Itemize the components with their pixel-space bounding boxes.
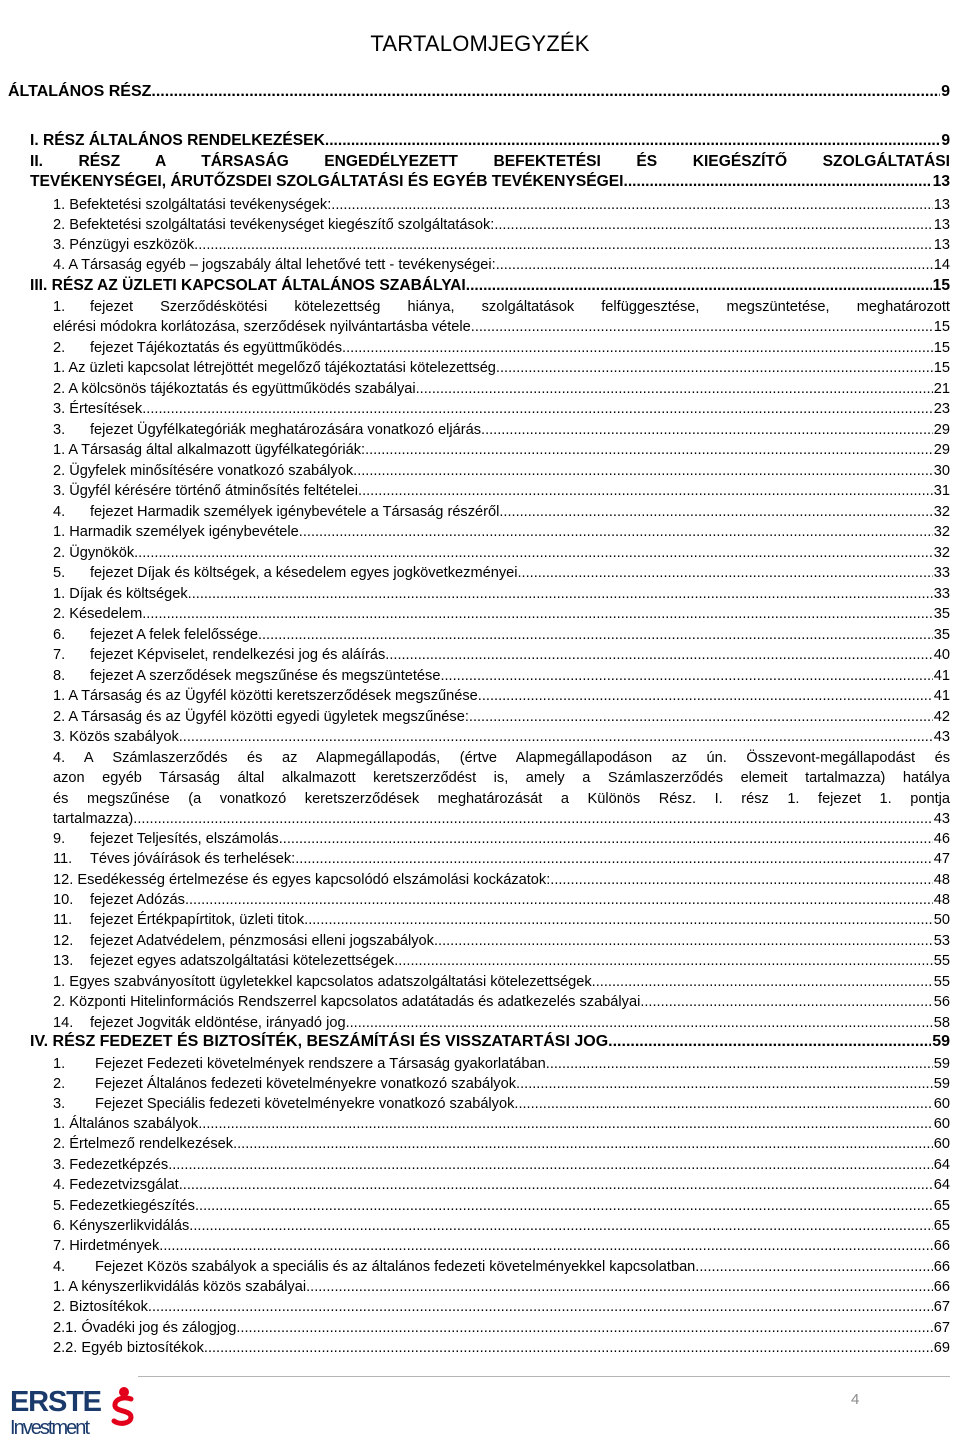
toc-entry[interactable] <box>53 584 950 604</box>
toc-page-number: 59 <box>933 1056 950 1072</box>
toc-entry[interactable] <box>53 931 950 951</box>
toc-leader-dots <box>434 931 933 951</box>
toc-entry-label: 2. Központi Hitelinformációs Rendszerrel kapcsolatos adatátadás és adatkezelés szabályai <box>53 994 641 1010</box>
toc-entry-label: 2. A kölcsönös tájékoztatás és együttműködés szabályai <box>53 381 416 397</box>
toc-entry-number: 12. <box>53 933 74 949</box>
toc-entry-label: 3. Ügyfél kérésére történő átminősítés feltételei <box>53 483 359 499</box>
toc-entry[interactable] <box>53 502 950 522</box>
page-number: 4 <box>851 1391 860 1408</box>
toc-entry[interactable] <box>53 1338 950 1358</box>
toc-page-number: 29 <box>933 442 950 458</box>
toc-entry-label: 2. Biztosítékok <box>53 1299 148 1315</box>
toc-entry[interactable] <box>53 1013 950 1033</box>
toc-entry[interactable] <box>53 1318 950 1338</box>
toc-entry-label: fejezet Képviselet, rendelkezési jog és aláírás <box>90 647 386 663</box>
toc-page-number: 15 <box>932 277 950 294</box>
toc-page-number: 64 <box>933 1177 950 1193</box>
toc-entry-number: 14. <box>53 1015 74 1031</box>
toc-page-number: 55 <box>933 953 950 969</box>
toc-page-number: 32 <box>933 504 950 520</box>
toc-leader-dots <box>471 317 933 337</box>
toc-leader-dots <box>233 1134 933 1154</box>
toc-entry[interactable] <box>53 420 950 440</box>
toc-page-number: 42 <box>933 709 950 725</box>
toc-entry[interactable] <box>53 379 950 399</box>
toc-page-number: 31 <box>933 483 950 499</box>
footer-divider <box>138 1376 950 1377</box>
toc-page-number: 48 <box>933 872 950 888</box>
toc-entry[interactable] <box>53 849 950 869</box>
toc-leader-dots <box>496 358 933 378</box>
toc-page-number: 60 <box>933 1116 950 1132</box>
toc-leader-dots <box>133 809 932 829</box>
toc-entry-label: fejezet Ügyfélkategóriák meghatározására vonatkozó eljárás <box>90 422 482 438</box>
toc-entry-label: 3. Pénzügyi eszközök <box>53 237 195 253</box>
toc-leader-dots <box>306 1277 933 1297</box>
page-title: TARTALOMJEGYZÉK <box>370 31 590 56</box>
toc-entry-label: 2.1. Óvadéki jog és zálogjog <box>53 1320 237 1336</box>
toc-leader-dots <box>299 522 933 542</box>
toc-leader-dots <box>365 440 933 460</box>
toc-page-number: 60 <box>933 1096 950 1112</box>
toc-leader-dots <box>394 951 933 971</box>
toc-entry-number: 9. <box>53 831 66 847</box>
toc-page-number: 23 <box>933 401 950 417</box>
toc-entry[interactable] <box>53 748 950 830</box>
toc-leader-dots <box>496 255 933 275</box>
toc-entry-label: fejezet Harmadik személyek igénybevétele a Társaság részéről <box>90 504 500 520</box>
toc-leader-dots <box>546 1054 933 1074</box>
logo-s-mark-icon <box>114 1387 131 1423</box>
toc-entry-number: 2. <box>53 340 66 356</box>
toc-leader-dots <box>195 1196 933 1216</box>
toc-page-number: 43 <box>933 729 950 745</box>
toc-entry-number: 1. <box>53 1056 66 1072</box>
toc-page-number: 56 <box>933 994 950 1010</box>
toc-leader-dots <box>469 707 933 727</box>
toc-entry[interactable] <box>53 1257 950 1277</box>
toc-page-number: 66 <box>933 1279 950 1295</box>
toc-page-number: 41 <box>933 688 950 704</box>
toc-entry-label: 3. Fedezetképzés <box>53 1157 169 1173</box>
toc-entry[interactable] <box>53 399 950 419</box>
toc-entry-label: Fejezet Speciális fedezeti követelményekre vonatkozó szabályok <box>95 1096 515 1112</box>
toc-entry[interactable] <box>30 1032 950 1052</box>
toc-page-number: 35 <box>933 627 950 643</box>
toc-page-number: 15 <box>933 360 950 376</box>
toc-leader-dots <box>236 1318 932 1338</box>
toc-page-number: 21 <box>933 381 950 397</box>
toc-leader-dots <box>608 1032 931 1052</box>
toc-page-number: 69 <box>933 1340 950 1356</box>
toc-entry-label: 4. A Társaság egyéb – jogszabály által lehetővé tett - tevékenységei: <box>53 257 496 273</box>
toc-entry[interactable] <box>53 1074 950 1094</box>
toc-page-number: 65 <box>933 1218 950 1234</box>
toc-entry-text: 4. A Számlaszerződés és az Alapmegállapodás, (értve Alapmegállapodáson az ún. Összevont-megállapodást és <box>53 750 950 766</box>
toc-leader-dots <box>142 604 933 624</box>
toc-entry-label: 2.2. Egyéb biztosítékok <box>53 1340 204 1356</box>
toc-page-number: 41 <box>933 668 950 684</box>
toc-leader-dots <box>358 481 933 501</box>
toc-leader-dots <box>518 563 933 583</box>
toc-entry-wrap-line <box>53 768 950 788</box>
toc-leader-dots <box>695 1257 932 1277</box>
toc-leader-dots <box>179 727 933 747</box>
toc-entry[interactable] <box>53 992 950 1012</box>
toc-page-number: 33 <box>933 565 950 581</box>
toc-entry[interactable] <box>53 1236 950 1256</box>
toc-entry-label: 7. Hirdetmények <box>53 1238 160 1254</box>
toc-entry-label: 5. Fedezetkiegészítés <box>53 1198 195 1214</box>
toc-page-number: 13 <box>933 237 950 253</box>
toc-page-number: 43 <box>933 811 950 828</box>
toc-entry-label: 1. Harmadik személyek igénybevétele <box>53 524 299 540</box>
toc-entry-number: 11. <box>53 851 73 867</box>
toc-page-number: 55 <box>933 974 950 990</box>
toc-entry-label: 1. Az üzleti kapcsolat létrejöttét megelőző tájékoztatási kötelezettség <box>53 360 496 376</box>
toc-leader-dots <box>640 992 932 1012</box>
toc-page-number: 13 <box>933 217 950 233</box>
toc-leader-dots <box>168 1155 933 1175</box>
toc-entry[interactable] <box>53 625 950 645</box>
toc-leader-dots <box>466 276 932 296</box>
toc-entry-label: 1. Általános szabályok <box>53 1116 199 1132</box>
toc-entry[interactable] <box>53 666 950 686</box>
toc-leader-dots <box>151 82 940 102</box>
toc-entry-text: fejezet Szerződéskötési kötelezettség hiánya, szolgáltatások felfüggesztése, megszüntetése, meghatározott <box>90 299 950 315</box>
toc-entry[interactable] <box>53 1155 950 1175</box>
toc-leader-dots <box>592 972 933 992</box>
toc-page-number: 64 <box>933 1157 950 1173</box>
toc-entry[interactable] <box>53 910 950 930</box>
toc-entry-label: fejezet Adatvédelem, pénzmosási elleni jogszabályok <box>90 933 434 949</box>
toc-page-number: 13 <box>932 173 950 190</box>
toc-entry-label: Fejezet Közös szabályok a speciális és az általános fedezeti követelményekkel kapcsolatban <box>95 1259 696 1275</box>
toc-entry-label: Téves jóváírások és terhelések: <box>90 851 296 867</box>
toc-entry-label: Fejezet Fedezeti követelmények rendszere a Társaság gyakorlatában <box>95 1056 546 1072</box>
toc-entry[interactable] <box>53 727 950 747</box>
toc-entry[interactable] <box>53 1277 950 1297</box>
toc-entry[interactable] <box>53 972 950 992</box>
toc-entry[interactable] <box>53 829 950 849</box>
toc-entry-label: elérési módokra korlátozása, szerződések nyilvántartásba vétele <box>53 319 471 336</box>
toc-page-number: 15 <box>933 340 950 356</box>
toc-page-number: 60 <box>933 1136 950 1152</box>
toc-page-number: 50 <box>933 912 950 928</box>
toc-leader-dots <box>416 379 933 399</box>
toc-leader-dots <box>624 172 932 192</box>
toc-leader-dots <box>550 870 933 890</box>
toc-entry[interactable] <box>53 890 950 910</box>
toc-page-number: 59 <box>932 1033 950 1050</box>
toc-entry[interactable] <box>53 1054 950 1074</box>
toc-leader-dots <box>514 1094 932 1114</box>
toc-page-number: 30 <box>933 463 950 479</box>
toc-leader-dots <box>159 1236 933 1256</box>
toc-page-number: 66 <box>933 1259 950 1275</box>
logo-text-erste: ERSTE <box>10 1386 102 1418</box>
toc-entry-wrap-line <box>30 152 950 172</box>
toc-entry[interactable] <box>53 1114 950 1134</box>
toc-entry[interactable] <box>30 152 950 192</box>
toc-entry-label: 1. Befektetési szolgáltatási tevékenységek: <box>53 197 332 213</box>
toc-entry[interactable] <box>53 707 950 727</box>
toc-leader-dots <box>279 829 933 849</box>
toc-leader-dots <box>385 645 932 665</box>
toc-entry-wrap-line <box>53 789 950 809</box>
toc-entry[interactable] <box>53 543 950 563</box>
toc-page-number: 66 <box>933 1238 950 1254</box>
toc-entry-label: tartalmazza) <box>53 811 134 828</box>
toc-entry[interactable] <box>53 1216 950 1236</box>
toc-leader-dots <box>188 584 933 604</box>
toc-entry-label: fejezet Adózás <box>90 892 185 908</box>
toc-page-number: 33 <box>933 586 950 602</box>
toc-entry[interactable] <box>53 604 950 624</box>
toc-entry-number: 11. <box>53 912 73 928</box>
toc-entry-label: 3. Közös szabályok <box>53 729 179 745</box>
toc-entry[interactable] <box>30 276 950 296</box>
toc-entry-text: és megszűnése (a vonatkozó keretszerződések meghatározását a Különös Rész. I. rész 1. fejezet 1. pontja <box>53 790 950 807</box>
toc-entry-label: 2. Késedelem <box>53 606 143 622</box>
toc-page-number: 9 <box>941 132 950 149</box>
toc-entry[interactable] <box>53 297 950 338</box>
toc-leader-dots <box>194 235 933 255</box>
toc-page-number: 67 <box>933 1299 950 1315</box>
toc-entry-number: 6. <box>53 627 66 643</box>
toc-entry-label: 6. Kényszerlikvidálás <box>53 1218 190 1234</box>
toc-leader-dots <box>185 890 933 910</box>
toc-entry[interactable] <box>53 686 950 706</box>
toc-entry-label: fejezet A felek felelőssége <box>90 627 258 643</box>
toc-page-number: 14 <box>933 257 950 273</box>
toc-leader-dots <box>494 215 932 235</box>
toc-leader-dots <box>148 1297 933 1317</box>
toc-entry[interactable] <box>53 522 950 542</box>
toc-entry-text: II. RÉSZ A TÁRSASÁG ENGEDÉLYEZETT BEFEKTETÉSI ÉS KIEGÉSZÍTŐ SZOLGÁLTATÁSI <box>30 153 950 170</box>
toc-page-number: 48 <box>933 892 950 908</box>
toc-page-number: 35 <box>933 606 950 622</box>
toc-entry-wrap-line <box>53 297 950 317</box>
toc-entry[interactable] <box>53 255 950 275</box>
toc-leader-dots <box>198 1114 933 1134</box>
toc-entry-label: 12. Esedékesség értelmezése és egyes kapcsolódó elszámolási kockázatok: <box>53 872 551 888</box>
toc-entry-number: 2. <box>53 1076 66 1092</box>
toc-page-number: 9 <box>941 83 950 100</box>
toc-leader-dots <box>295 849 933 869</box>
toc-leader-dots <box>440 666 932 686</box>
toc-leader-dots <box>331 195 933 215</box>
toc-leader-dots <box>142 399 933 419</box>
toc-entry[interactable] <box>53 951 950 971</box>
toc-entry[interactable] <box>53 338 950 358</box>
toc-leader-dots <box>481 420 933 440</box>
toc-page-number: 40 <box>933 647 950 663</box>
toc-entry-label: ÁLTALÁNOS RÉSZ <box>8 83 152 100</box>
toc-entry-label: 3. Értesítések <box>53 401 143 417</box>
toc-entry-text: azon egyéb Társaság által alkalmazott keretszerződést is, amely a Számlaszerződés elemeit tartalmazza) hatálya <box>53 770 950 787</box>
toc-entry[interactable] <box>53 235 950 255</box>
toc-page-number: 53 <box>933 933 950 949</box>
toc-entry-label: 1. A Társaság által alkalmazott ügyfélkategóriák: <box>53 442 366 458</box>
toc-leader-dots <box>516 1074 933 1094</box>
toc-page-number: 46 <box>933 831 950 847</box>
toc-entry[interactable] <box>30 131 950 151</box>
toc-entry-label: Fejezet Általános fedezeti követelményekre vonatkozó szabályok <box>95 1076 517 1092</box>
toc-entry-label: 4. Fedezetvizsgálat <box>53 1177 179 1193</box>
toc-leader-dots <box>478 686 933 706</box>
logo-text-investment: Investment <box>10 1417 90 1438</box>
toc-page-number: 47 <box>933 851 950 867</box>
toc-entry-number: 3. <box>53 422 66 438</box>
toc-entry-number: 1. <box>53 299 66 315</box>
toc-entry-label: fejezet egyes adatszolgáltatási kötelezettségek <box>90 953 395 969</box>
toc-entry-label: TEVÉKENYSÉGEI, ÁRUTŐZSDEI SZOLGÁLTATÁSI ÉS EGYÉB TEVÉKENYSÉGEI <box>30 173 624 190</box>
toc-leader-dots <box>179 1175 933 1195</box>
toc-entry-label: III. RÉSZ AZ ÜZLETI KAPCSOLAT ÁLTALÁNOS SZABÁLYAI <box>30 277 466 294</box>
toc-entry-label: 1. Díjak és költségek <box>53 586 188 602</box>
toc-entry-label: 1. A kényszerlikvidálás közös szabályai <box>53 1279 307 1295</box>
toc-entry[interactable] <box>53 215 950 235</box>
toc-entry-number: 7. <box>53 647 66 663</box>
toc-page-number: 58 <box>933 1015 950 1031</box>
toc-entry-label: fejezet A szerződések megszűnése és megszüntetése <box>90 668 441 684</box>
toc-leader-dots <box>204 1338 933 1358</box>
toc-leader-dots <box>134 543 933 563</box>
toc-entry[interactable] <box>53 440 950 460</box>
toc-entry[interactable] <box>53 1297 950 1317</box>
toc-entry[interactable] <box>53 563 950 583</box>
toc-entry-label: fejezet Értékpapírtitok, üzleti titok <box>90 912 305 928</box>
toc-entry-label: 2. Befektetési szolgáltatási tevékenységet kiegészítő szolgáltatások: <box>53 217 495 233</box>
toc-leader-dots <box>189 1216 932 1236</box>
toc-entry[interactable] <box>53 1175 950 1195</box>
toc-entry-number: 13. <box>53 953 74 969</box>
toc-leader-dots <box>304 910 933 930</box>
toc-entry-label: fejezet Jogviták eldöntése, irányadó jog <box>90 1015 346 1031</box>
toc-entry-label: fejezet Tájékoztatás és együttműködés <box>90 340 343 356</box>
toc-page-number: 13 <box>933 197 950 213</box>
toc-entry-label: IV. RÉSZ FEDEZET ÉS BIZTOSÍTÉK, BESZÁMÍTÁSI ÉS VISSZATARTÁSI JOG <box>30 1033 609 1050</box>
toc-entry-number: 10. <box>53 892 74 908</box>
erste-investment-logo <box>10 1384 140 1438</box>
toc-entry-label: 2. A Társaság és az Ügyfél közötti egyedi ügyletek megszűnése: <box>53 709 469 725</box>
toc-entry-label: fejezet Teljesítés, elszámolás <box>90 831 279 847</box>
toc-entry-number: 5. <box>53 565 66 581</box>
toc-entry-number: 8. <box>53 668 66 684</box>
toc-leader-dots <box>325 131 940 151</box>
toc-entry-wrap-line <box>53 748 950 768</box>
toc-page-number: 32 <box>933 545 950 561</box>
toc-page-number: 15 <box>933 319 950 336</box>
toc-page-number: 67 <box>933 1320 950 1336</box>
toc-entry[interactable] <box>53 1094 950 1114</box>
toc-entry[interactable] <box>53 481 950 501</box>
toc-entry[interactable] <box>53 195 950 215</box>
toc-entry-number: 4. <box>53 504 66 520</box>
toc-leader-dots <box>258 625 933 645</box>
toc-leader-dots <box>353 461 933 481</box>
toc-entry-label: 2. Ügynökök <box>53 545 135 561</box>
toc-entry[interactable] <box>53 645 950 665</box>
toc-page-number: 59 <box>933 1076 950 1092</box>
toc-leader-dots <box>342 338 933 358</box>
toc-entry[interactable] <box>53 461 950 481</box>
toc-entry[interactable] <box>8 82 950 102</box>
toc-entry-number: 4. <box>53 1259 66 1275</box>
toc-entry-label: 2. Értelmező rendelkezések <box>53 1136 234 1152</box>
toc-page-number: 29 <box>933 422 950 438</box>
toc-page-number: 65 <box>933 1198 950 1214</box>
toc-leader-dots <box>499 502 932 522</box>
toc-entry-label: 2. Ügyfelek minősítésére vonatkozó szabályok <box>53 463 354 479</box>
toc-entry-label: 1. Egyes szabványosított ügyletekkel kapcsolatos adatszolgáltatási kötelezettségek <box>53 974 592 990</box>
toc-leader-dots <box>346 1013 933 1033</box>
toc-page-number: 32 <box>933 524 950 540</box>
toc-entry[interactable] <box>53 1196 950 1216</box>
toc-entry[interactable] <box>53 870 950 890</box>
toc-entry[interactable] <box>53 358 950 378</box>
toc-entry-label: fejezet Díjak és költségek, a késedelem egyes jogkövetkezményei <box>90 565 518 581</box>
toc-entry-label: 1. A Társaság és az Ügyfél közötti keretszerződések megszűnése <box>53 688 478 704</box>
toc-entry-label: I. RÉSZ ÁLTALÁNOS RENDELKEZÉSEK <box>30 132 325 149</box>
toc-entry[interactable] <box>53 1134 950 1154</box>
toc-entry-number: 3. <box>53 1096 66 1112</box>
